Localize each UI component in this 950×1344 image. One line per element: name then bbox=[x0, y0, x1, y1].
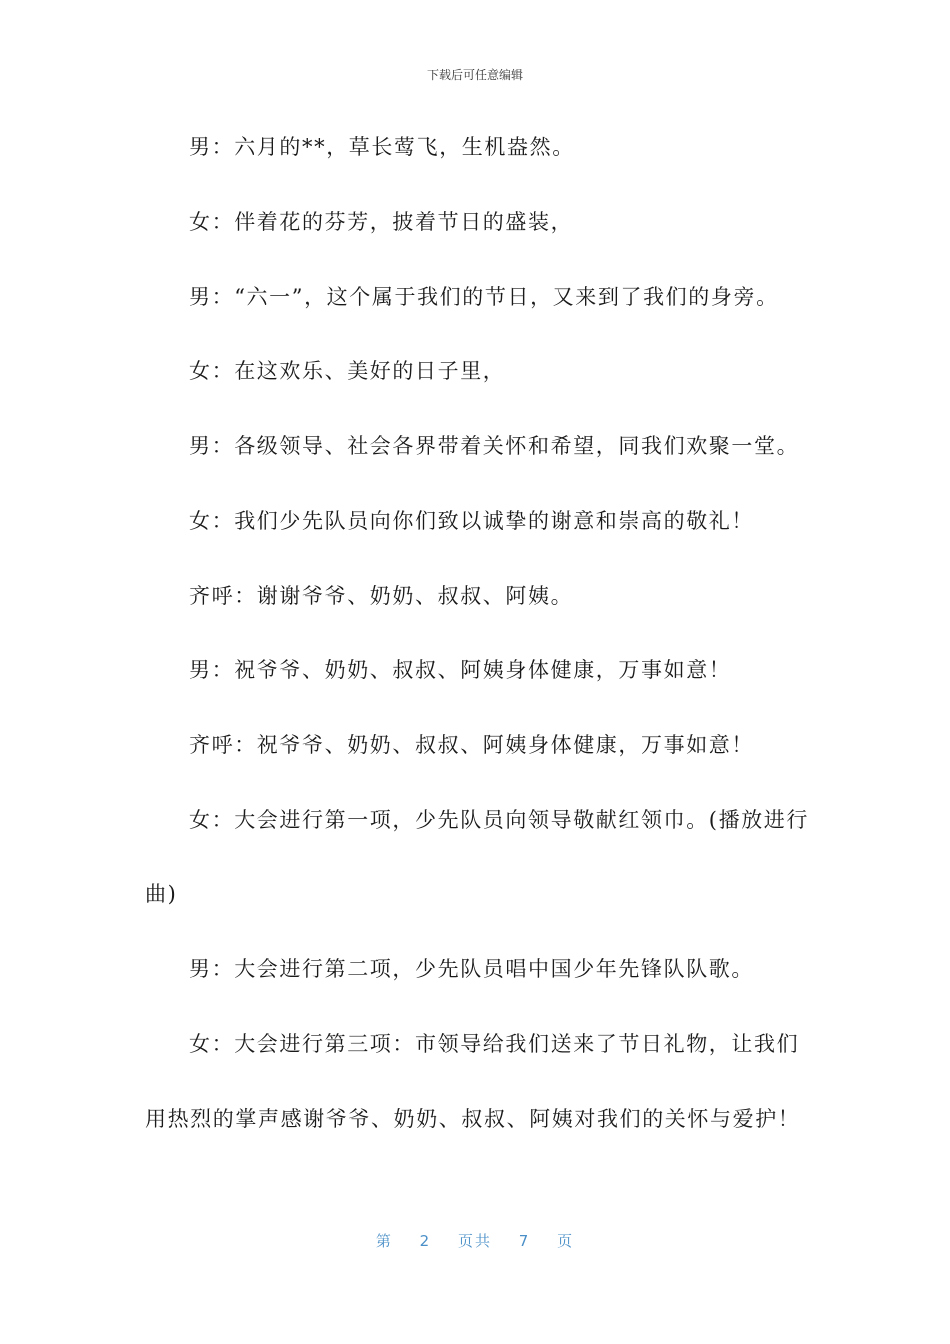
dialogue-line: 男：祝爷爷、奶奶、叔叔、阿姨身体健康，万事如意！ bbox=[189, 658, 732, 682]
dialogue-line: 女：大会进行第一项，少先队员向领导敬献红领巾。(播放进行 bbox=[189, 808, 809, 832]
dialogue-line-continuation: 曲) bbox=[145, 882, 178, 906]
dialogue-line-continuation: 用热烈的掌声感谢爷爷、奶奶、叔叔、阿姨对我们的关怀与爱护！ bbox=[145, 1107, 801, 1131]
dialogue-line: 齐呼：谢谢爷爷、奶奶、叔叔、阿姨。 bbox=[189, 584, 574, 608]
dialogue-line: 男：大会进行第二项，少先队员唱中国少年先锋队队歌。 bbox=[189, 957, 754, 981]
dialogue-line: 女：伴着花的芬芳，披着节日的盛装， bbox=[189, 210, 574, 234]
dialogue-line: 女：我们少先队员向你们致以诚挚的谢意和崇高的敬礼！ bbox=[189, 509, 754, 533]
dialogue-line: 齐呼：祝爷爷、奶奶、叔叔、阿姨身体健康，万事如意！ bbox=[189, 733, 754, 757]
dialogue-line: 女：在这欢乐、美好的日子里， bbox=[189, 359, 506, 383]
dialogue-line: 男：“六一”，这个属于我们的节日，又来到了我们的身旁。 bbox=[189, 285, 779, 309]
dialogue-line: 男：各级领导、社会各界带着关怀和希望，同我们欢聚一堂。 bbox=[189, 434, 800, 458]
page-footer: 第 2 页共 7 页 bbox=[375, 1232, 575, 1250]
dialogue-line: 男：六月的**，草长莺飞，生机盎然。 bbox=[189, 135, 575, 159]
page-header: 下载后可任意编辑 bbox=[426, 68, 523, 82]
dialogue-line: 女：大会进行第三项：市领导给我们送来了节日礼物，让我们 bbox=[189, 1032, 800, 1056]
